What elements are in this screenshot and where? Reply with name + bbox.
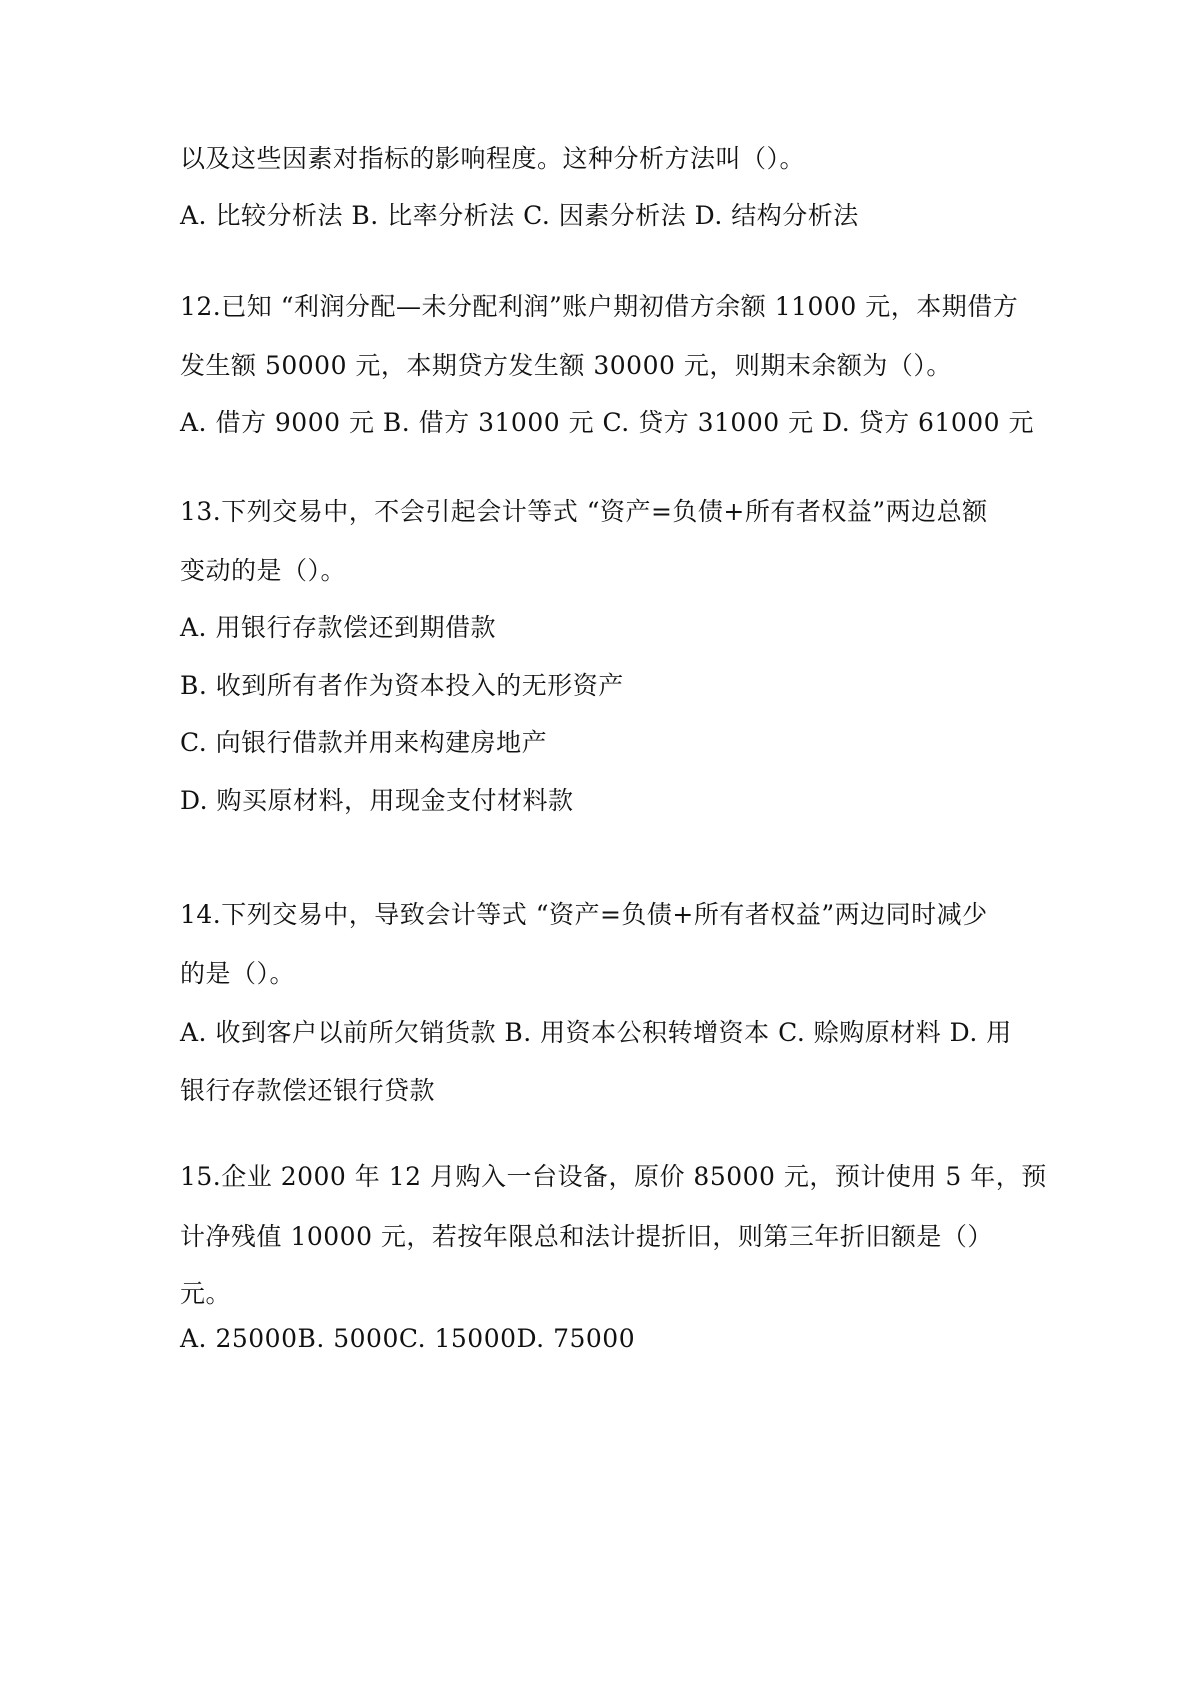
q13-option-a: A. 用银行存款偿还到期借款 <box>180 613 496 642</box>
q13-stem-line-2: 变动的是（）。 <box>180 556 347 585</box>
q11-options: A. 比较分析法 B. 比率分析法 C. 因素分析法 D. 结构分析法 <box>180 201 859 230</box>
q14-stem-line-2: 的是（）。 <box>180 959 296 988</box>
q15-stem-line-2: 计净残值 10000 元，若按年限总和法计提折旧，则第三年折旧额是（） <box>180 1222 993 1251</box>
q13-option-b: B. 收到所有者作为资本投入的无形资产 <box>180 671 624 700</box>
q12-options: A. 借方 9000 元 B. 借方 31000 元 C. 贷方 31000 元 D. 贷方 61000 元 <box>180 408 1035 437</box>
q14-options-line-1: A. 收到客户以前所欠销货款 B. 用资本公积转增资本 C. 赊购原材料 D. 用 <box>180 1018 1012 1047</box>
q12-stem-line-2: 发生额 50000 元，本期贷方发生额 30000 元，则期末余额为（）。 <box>180 351 952 380</box>
q14-options-line-2: 银行存款偿还银行贷款 <box>180 1076 436 1105</box>
q14-stem-line-1: 14.下列交易中，导致会计等式 “资产=负债+所有者权益”两边同时减少 <box>180 900 988 929</box>
q13-option-c: C. 向银行借款并用来构建房地产 <box>180 728 548 757</box>
q13-stem-line-1: 13.下列交易中，不会引起会计等式 “资产=负债+所有者权益”两边总额 <box>180 497 988 526</box>
q11-stem-line-1: 以及这些因素对指标的影响程度。这种分析方法叫（）。 <box>180 144 806 173</box>
q15-options: A. 25000B. 5000C. 15000D. 75000 <box>180 1324 636 1353</box>
q15-stem-line-1: 15.企业 2000 年 12 月购入一台设备，原价 85000 元，预计使用 5 年，预 <box>180 1162 1047 1191</box>
q13-option-d: D. 购买原材料，用现金支付材料款 <box>180 786 574 815</box>
q15-stem-line-3: 元。 <box>180 1279 232 1308</box>
q12-stem-line-1: 12.已知 “利润分配—未分配利润”账户期初借方余额 11000 元，本期借方 <box>180 292 1019 321</box>
